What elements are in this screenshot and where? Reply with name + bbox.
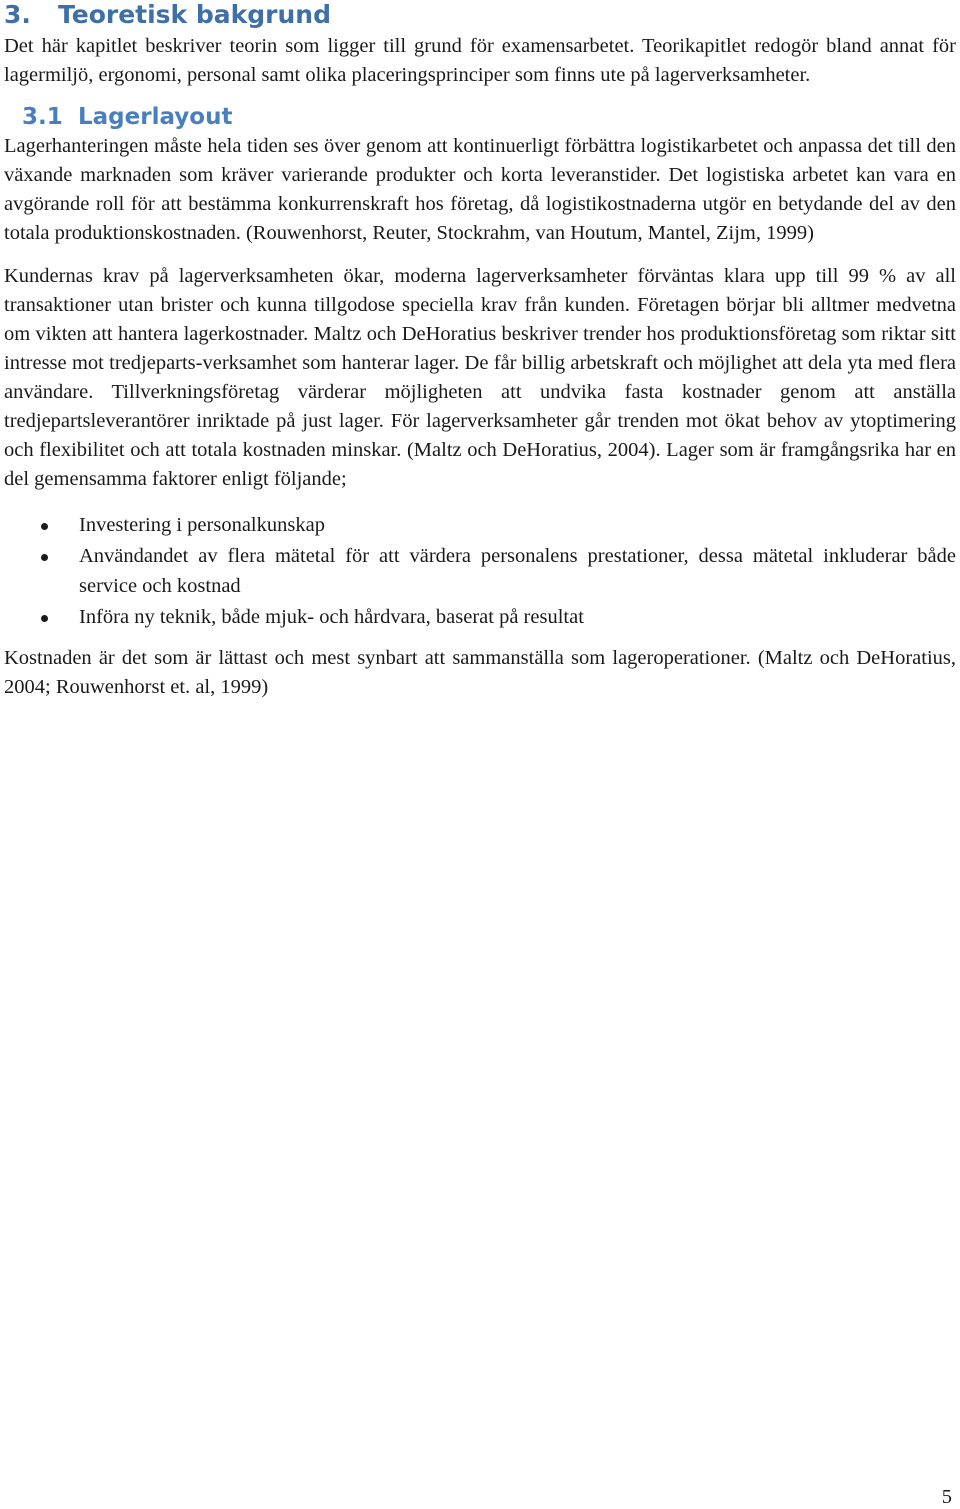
bullet-icon <box>41 554 48 561</box>
section-heading <box>4 0 956 30</box>
body-paragraph-3: Kostnaden är det som är lättast och mest synbart att sammanställa som lageroperationer. (Maltz och DeHoratius, 2004; Rouwenhorst et. al, 1999) <box>4 646 956 698</box>
list-item-text: Användandet av flera mätetal för att värdera personalens prestationer, dessa mätetal inkluderar både service och kostnad <box>79 545 956 597</box>
bullet-icon <box>41 615 48 622</box>
bullet-icon <box>41 523 48 530</box>
list-item <box>4 542 956 600</box>
document-page <box>4 0 956 702</box>
success-factors-list <box>4 511 956 631</box>
body-paragraph-2: Kundernas krav på lagerverksamheten ökar, moderna lagerverksamheter förväntas klara upp till 99 % av all transaktioner utan brister och kunna tillgodose speciella krav från kunden. Företagen börjar bli alltmer medvetna om vikten att hantera lagerkostnader. Maltz och DeHoratius beskriver trender hos produktionsföretag som riktar sitt intresse mot tredjeparts-verksamhet som hanterar lager. De får billig arbetskraft och möjlighet att dela yta med flera användare. Tillverkningsföretag värderar möjligheten att undvika fasta kostnader genom att anställa tredjepartsleverantörer inriktade på just lager. För lagerverksamheter går trenden mot ökat behov av ytoptimering och flexibilitet och att totala kostnaden minskar. (Maltz och DeHoratius, 2004). Lager som är framgångsrika har en del gemensamma faktorer enligt följande; <box>4 264 956 491</box>
list-item <box>4 511 956 540</box>
subsection-heading <box>4 102 956 132</box>
body-paragraph-1: Lagerhanteringen måste hela tiden ses över genom att kontinuerligt förbättra logistikarbetet och anpassa det till den växande marknaden som kräver varierande produkter och korta leveranstider. Det logistiska arbetet kan vara en avgörande roll för att bestämma konkurrenskraft hos företag, då logistikostnaderna utgör en betydande del av den totala produktionskostnaden. (Rouwenhorst, Reuter, Stockrahm, van Houtum, Mantel, Zijm, 1999) <box>4 135 956 245</box>
section-number: 3. <box>4 0 31 29</box>
subsection-number: 3.1 <box>22 104 63 131</box>
intro-paragraph: Det här kapitlet beskriver teorin som ligger till grund för examensarbetet. Teorikapitlet redogör bland annat för lagermiljö, ergonomi, personal samt olika placeringsprinciper som finns ute på lagerverksamheter. <box>4 35 956 87</box>
section-title: Teoretisk bakgrund <box>58 0 331 29</box>
list-item <box>4 603 956 632</box>
page-number: 5 <box>941 1486 952 1508</box>
list-item-text: Investering i personalkunskap <box>79 514 325 537</box>
list-item-text: Införa ny teknik, både mjuk- och hårdvara, baserat på resultat <box>79 605 584 628</box>
subsection-title: Lagerlayout <box>78 104 233 131</box>
